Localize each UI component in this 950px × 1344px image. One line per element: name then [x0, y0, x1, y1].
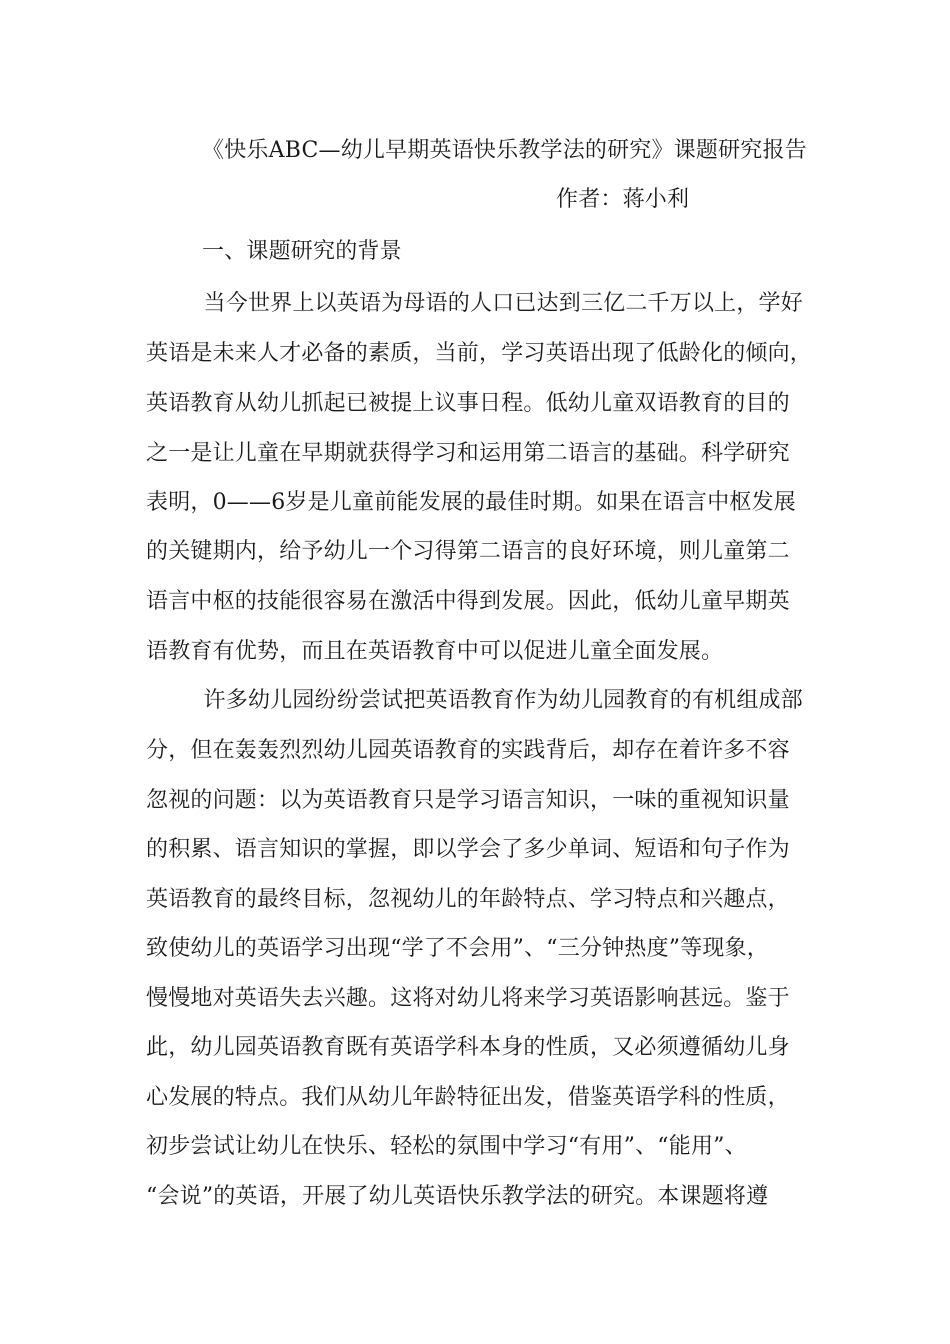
paragraph-1-line: 的关键期内，给予幼儿一个习得第二语言的良好环境，则儿童第二	[146, 539, 790, 564]
paragraph-2-line: 初步尝试让幼儿在快乐、轻松的氛围中学习“有用”、“能用”、	[146, 1134, 747, 1159]
paragraph-1-line: 英语教育从幼儿抓起已被提上议事日程。低幼儿童双语教育的目的	[146, 391, 790, 416]
paragraph-2-line: 分，但在轰轰烈烈幼儿园英语教育的实践背后，却存在着许多不容	[146, 738, 790, 763]
paragraph-1-line: 英语是未来人才必备的素质，当前，学习英语出现了低龄化的倾向，	[146, 341, 813, 366]
paragraph-1-line: 当今世界上以英语为母语的人口已达到三亿二千万以上，学好	[146, 291, 803, 316]
paragraph-2-line: 英语教育的最终目标，忽视幼儿的年龄特点、学习特点和兴趣点，	[146, 887, 790, 912]
paragraph-1-line: 之一是让儿童在早期就获得学习和运用第二语言的基础。科学研究	[146, 441, 790, 466]
paragraph-2-line: “会说”的英语，开展了幼儿英语快乐教学法的研究。本课题将遵	[146, 1184, 769, 1209]
author-line: 作者：蒋小利	[556, 187, 690, 212]
paragraph-2-line: 致使幼儿的英语学习出现“学了不会用”、“三分钟热度”等现象，	[146, 936, 769, 961]
paragraph-2-line: 慢慢地对英语失去兴趣。这将对幼儿将来学习英语影响甚远。鉴于	[146, 986, 790, 1011]
paragraph-2-line: 此，幼儿园英语教育既有英语学科本身的性质，又必须遵循幼儿身	[146, 1035, 790, 1060]
paragraph-1-line: 表明，0——6岁是儿童前能发展的最佳时期。如果在语言中枢发展	[146, 490, 796, 515]
paragraph-2-line: 忽视的问题：以为英语教育只是学习语言知识，一味的重视知识量	[146, 788, 790, 813]
paragraph-1-line: 语教育有优势，而且在英语教育中可以促进儿童全面发展。	[146, 639, 724, 664]
section-heading: 一、课题研究的背景	[202, 239, 402, 264]
document-title: 《快乐ABC—幼儿早期英语快乐教学法的研究》课题研究报告	[202, 138, 807, 163]
paragraph-2-line: 心发展的特点。我们从幼儿年龄特征出发，借鉴英语学科的性质，	[146, 1085, 790, 1110]
paragraph-1-line: 语言中枢的技能很容易在激活中得到发展。因此，低幼儿童早期英	[146, 589, 790, 614]
paragraph-2-line: 许多幼儿园纷纷尝试把英语教育作为幼儿园教育的有机组成部	[146, 688, 803, 713]
paragraph-2-line: 的积累、语言知识的掌握，即以学会了多少单词、短语和句子作为	[146, 837, 790, 862]
